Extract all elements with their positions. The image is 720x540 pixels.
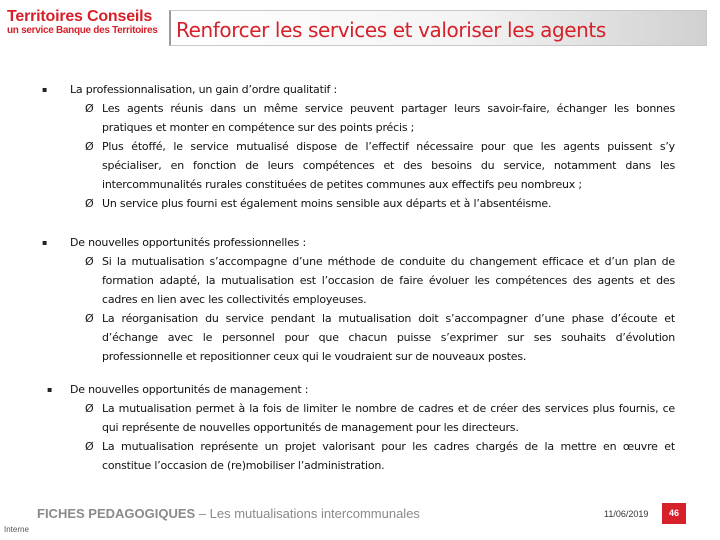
list-item-text: La réorganisation du service pendant la mutualisation doit s’accompagner d’une phase d’écoute et d’échange avec le personnel pour que chacun puisse s’exprimer sur ses souhaits d’évolution professionnelle et repositionner ceux qui le voudraient sur de nouveaux postes. [102,312,675,363]
page-title: Renforcer les services et valoriser les agents [176,18,606,42]
arrow-bullet-icon: Ø [85,197,94,210]
page-number-badge: 46 [662,503,686,524]
list-item [85,99,675,137]
list-item-text: La mutualisation permet à la fois de limiter le nombre de cadres et de créer des services plus fournis, ce qui représente de nouvelles opportunités de management pour les directeurs. [102,402,675,434]
logo-subtitle: un service Banque des Territoires [7,25,158,36]
section-heading: De nouvelles opportunités de management : [70,383,309,396]
footer-date: 11/06/2019 [604,509,649,519]
list-item-text: La mutualisation représente un projet valorisant pour les cadres chargés de la mettre en œuvre et constitue l’occasion de (re)mobiliser l’administration. [102,440,675,472]
bullet-square-icon: ▪ [42,238,48,247]
arrow-bullet-icon: Ø [85,402,94,415]
list-item-text: Les agents réunis dans un même service peuvent partager leurs savoir-faire, échanger les bonnes pratiques et monter en compétence sur des points précis ; [102,102,675,134]
section-heading: La professionnalisation, un gain d’ordre qualitatif : [70,83,338,96]
list-item [85,309,675,366]
logo-title: Territoires Conseils [7,8,153,25]
section-heading-row [30,380,675,399]
section-heading-row [30,80,675,99]
section-opportunites-management [30,380,675,475]
footer-label [37,506,420,521]
footer-label-bold: FICHES PEDAGOGIQUES [37,506,196,521]
list-item [85,137,675,194]
list-item [85,437,675,475]
list-item-text: Si la mutualisation s’accompagne d’une méthode de conduite du changement efficace et d’un plan de formation adapté, la mutualisation est l’occasion de faire évoluer les compétences des agents et des cadres en lien avec les collectivités employeuses. [102,255,675,306]
section-heading-row [30,233,675,252]
list-item [85,399,675,437]
section-opportunites-professionnelles [30,233,675,366]
bullet-square-icon: ▪ [42,85,48,94]
title-bar [169,10,707,46]
arrow-bullet-icon: Ø [85,312,94,325]
classification-label: Interne [4,525,29,534]
arrow-bullet-icon: Ø [85,440,94,453]
logo [7,8,167,37]
bullet-square-icon: ▪ [47,385,53,394]
list-item [85,252,675,309]
list-item-text: Un service plus fourni est également moins sensible aux départs et à l’absentéisme. [102,197,552,210]
section-professionnalisation [30,80,675,213]
list-item [85,194,675,213]
section-heading: De nouvelles opportunités professionnelles : [70,236,306,249]
arrow-bullet-icon: Ø [85,255,94,268]
arrow-bullet-icon: Ø [85,140,94,153]
list-item-text: Plus étoffé, le service mutualisé dispose de l’effectif nécessaire pour que les agents puissent s’y spécialiser, en fonction de leurs compétences et des besoins du service, notamment dans les intercommunalités rurales constituées de petites communes aux effectifs peu nombreux ; [102,140,675,191]
arrow-bullet-icon: Ø [85,102,94,115]
footer-label-rest: – Les mutualisations intercommunales [195,506,420,521]
